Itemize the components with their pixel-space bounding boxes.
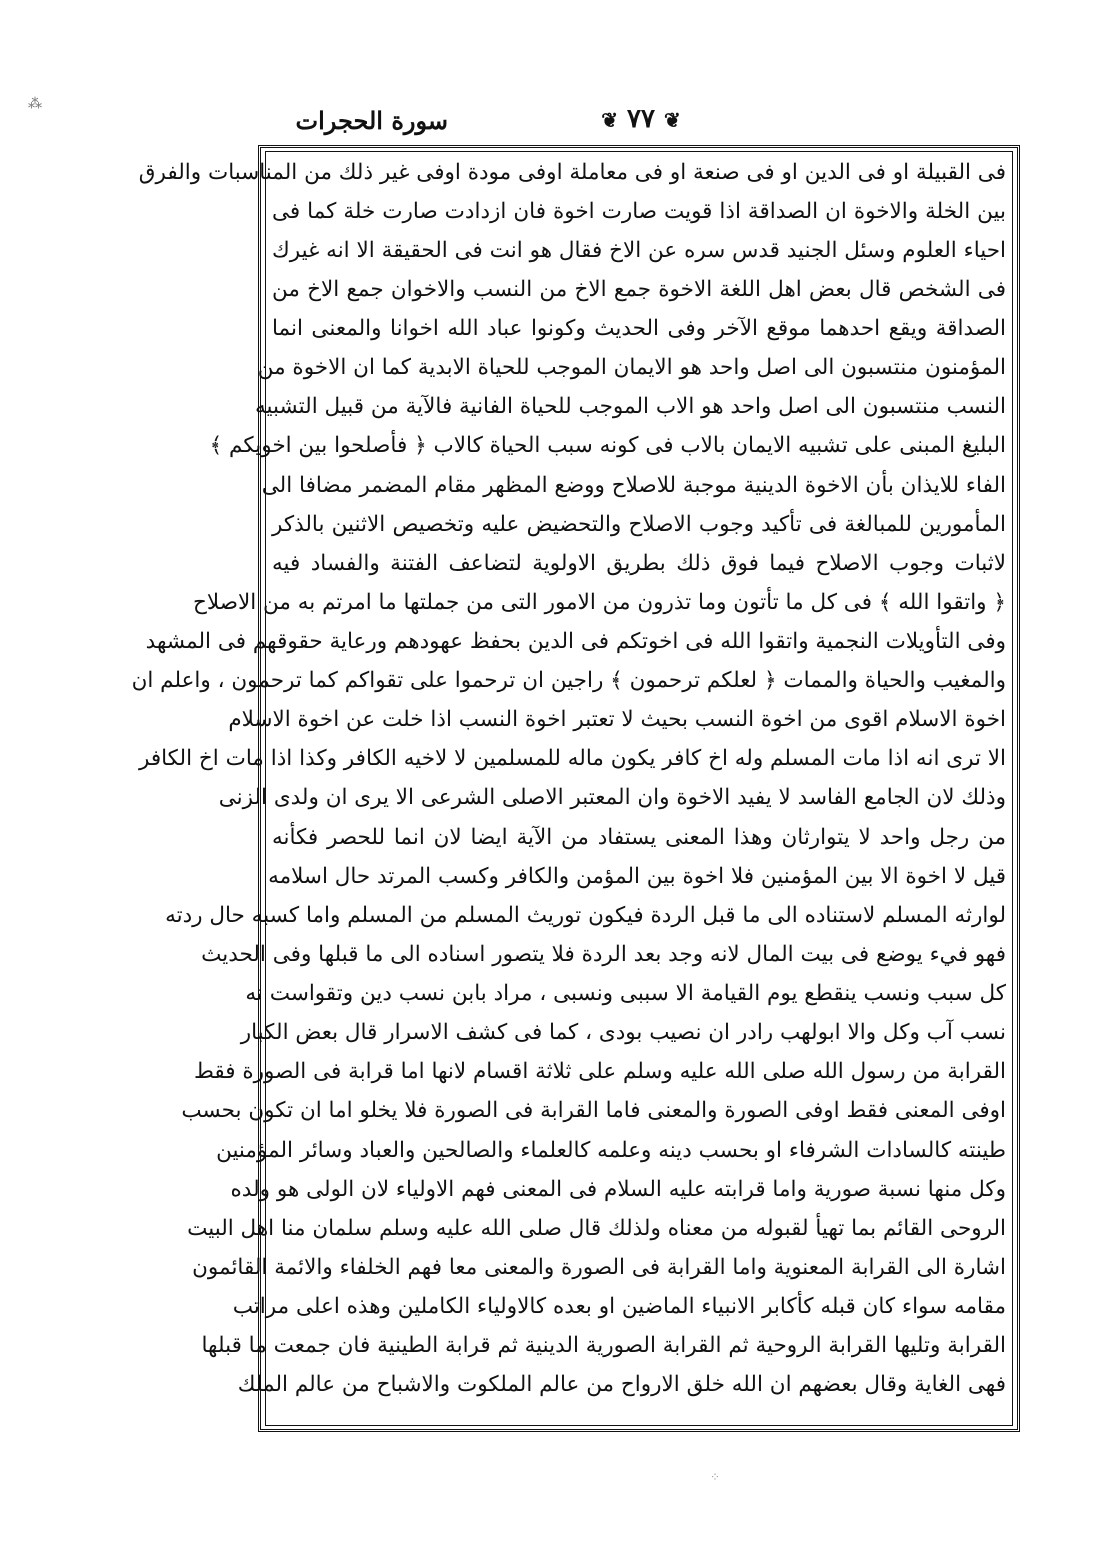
text-line: فهى الغاية وقال بعضهم ان الله خلق الارواح من عالم الملكوت والاشباح من عالم الملك (237, 1372, 1006, 1397)
ornament-right-icon: ❦ (664, 108, 681, 132)
text-line: قيل لا اخوة الا بين المؤمنين فلا اخوة بين المؤمن والكافر وكسب المرتد حال اسلامه (268, 864, 1006, 889)
text-line: وكل منها نسبة صورية واما قرابته عليه السلام فى المعنى فهم الاولياء لان الولى هو ولده (230, 1177, 1006, 1202)
ink-smudge-icon: ⁘ (710, 1470, 721, 1484)
text-line: من رجل واحد لا يتوارثان وهذا المعنى يستفاد من الآية ايضا لان انما للحصر فكأنه (272, 825, 1006, 850)
text-line: القرابة من رسول الله صلى الله عليه وسلم على ثلاثة اقسام لانها اما قرابة فى الصورة فقط (193, 1059, 1006, 1084)
page-number: ٧٧ (627, 104, 655, 134)
text-line: وفى التأويلات النجمية واتقوا الله فى اخوتكم فى الدين بحفظ عهودهم ورعاية حقوقهم فى المشهد (145, 629, 1006, 654)
text-line: الا ترى انه اذا مات المسلم وله اخ كافر يكون ماله للمسلمين لا لاخيه الكافر وكذا اذا مات اخ الكافر (138, 746, 1006, 771)
text-line: فى الشخص قال بعض اهل اللغة الاخوة جمع الاخ من النسب والاخوان جمع الاخ من (272, 277, 1006, 302)
text-line: والمغيب والحياة والممات ﴿ لعلكم ترحمون ﴾ راجين ان ترحموا على تقواكم كما ترحمون ، واعلم ان (131, 668, 1006, 693)
text-line: الفاء للايذان بأن الاخوة الدينية موجبة للاصلاح ووضع المظهر مقام المضمر مضافا الى (261, 473, 1006, 498)
text-line: طينته كالسادات الشرفاء او بحسب دينه وعلمه كالعلماء والصالحين والعباد وسائر المؤمنين (216, 1138, 1006, 1163)
text-line: البليغ المبنى على تشبيه الايمان بالاب فى كونه سبب الحياة كالاب ﴿ فأصلحوا بين اخويكم ﴾ (209, 433, 1006, 458)
text-line: كل سبب ونسب ينقطع يوم القيامة الا سببى ونسبى ، مراد بابن نسب دين وتقواست نه (245, 981, 1006, 1006)
text-line: المأمورين للمبالغة فى تأكيد وجوب الاصلاح والتحضيض عليه وتخصيص الاثنين بالذكر (272, 512, 1006, 537)
text-line: لوارثه المسلم لاستناده الى ما قبل الردة فيكون توريث المسلم من المسلم واما كسبه حال ردته (165, 903, 1006, 928)
text-line: اخوة الاسلام اقوى من اخوة النسب بحيث لا تعتبر اخوة النسب اذا خلت عن اخوة الاسلام (228, 707, 1006, 732)
text-line: الصداقة ويقع احدهما موقع الآخر وفى الحديث وكونوا عباد الله اخوانا والمعنى انما (272, 316, 1006, 341)
surah-title: سورة الحجرات (295, 106, 448, 135)
text-line: نسب آب وكل والا ابولهب رادر ان نصيب بودى ، كما فى كشف الاسرار قال بعض الكبار (240, 1020, 1006, 1045)
text-line: فى القبيلة او فى الدين او فى صنعة او فى معاملة اوفى مودة اوفى غير ذلك من المناسبات والفرق (138, 160, 1006, 185)
text-line: احياء العلوم وسئل الجنيد قدس سره عن الاخ فقال هو انت فى الحقيقة الا انه غيرك (272, 238, 1006, 263)
text-line: الروحى القائم بما تهيأ لقبوله من معناه ولذلك قال صلى الله عليه وسلم سلمان منا اهل البيت (187, 1216, 1006, 1241)
text-line: اوفى المعنى فقط اوفى الصورة والمعنى فاما القرابة فى الصورة فلا يخلو اما ان تكون بحسب (181, 1098, 1006, 1123)
text-line: مقامه سواء كان قبله كأكابر الانبياء الماضين او بعده كالاولياء الكاملين وهذه اعلى مراتب (232, 1294, 1006, 1319)
ornament-left-icon: ❦ (601, 108, 618, 132)
page-header (258, 104, 1020, 144)
text-line: لاثبات وجوب الاصلاح فيما فوق ذلك بطريق الاولوية لتضاعف الفتنة والفساد فيه (272, 551, 1006, 576)
text-line: فهو فيء يوضع فى بيت المال لانه وجد بعد الردة فلا يتصور اسناده الى ما قبلها وفى الحديث (201, 942, 1006, 967)
margin-mark-icon: ⁂ (28, 96, 42, 112)
text-line: النسب منتسبون الى اصل واحد هو الاب الموجب للحياة الفانية فالآية من قبيل التشبيه (255, 394, 1006, 419)
text-line: وذلك لان الجامع الفاسد لا يفيد الاخوة وان المعتبر الاصلى الشرعى الا يرى ان ولدى الزنى (218, 785, 1006, 810)
text-line: بين الخلة والاخوة ان الصداقة اذا قويت صارت اخوة فان ازدادت صارت خلة كما فى (272, 199, 1006, 224)
text-line: المؤمنون منتسبون الى اصل واحد هو الايمان الموجب للحياة الابدية كما ان الاخوة من (257, 355, 1006, 380)
page-number-block (586, 104, 696, 144)
text-line: ﴿ واتقوا الله ﴾ فى كل ما تأتون وما تذرون من الامور التى من جملتها ما امرتم به من الاصلاح (192, 590, 1006, 615)
text-line: اشارة الى القرابة المعنوية واما القرابة فى الصورة والمعنى معا فهم الخلفاء والائمة القائمون (192, 1255, 1006, 1280)
text-line: القرابة وتليها القرابة الروحية ثم القرابة الصورية الدينية ثم قرابة الطينية فان جمعت ما قبلها (201, 1333, 1006, 1358)
